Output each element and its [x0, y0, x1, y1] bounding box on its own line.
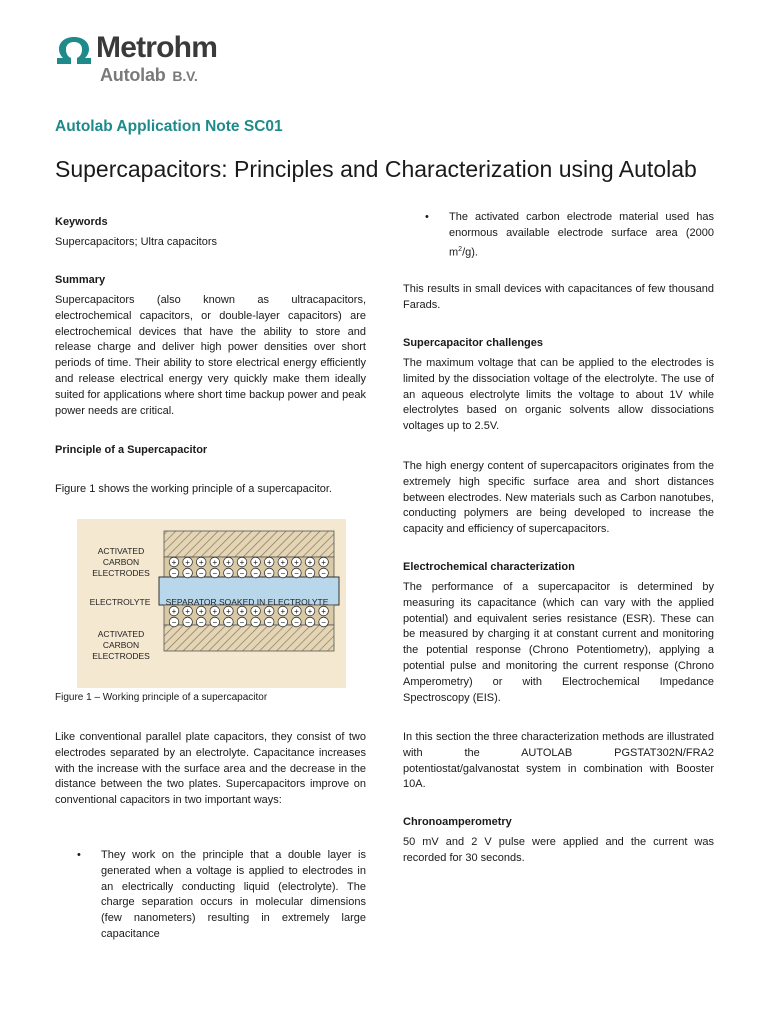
bottom-plus-charge-symbol: + — [212, 607, 218, 616]
bullet-dot: • — [425, 211, 429, 223]
top-minus-charge-symbol: − — [307, 569, 313, 578]
top-plus-charge-symbol: + — [226, 558, 231, 567]
bottom-minus-charge-symbol: − — [253, 618, 258, 627]
top-electrode-hatch — [164, 531, 334, 557]
label-top-electrodes: ELECTRODES — [92, 568, 150, 578]
label-top-carbon: CARBON — [102, 557, 140, 567]
label-bottom-activated: ACTIVATED — [97, 629, 145, 639]
top-minus-charge-symbol: − — [212, 569, 218, 578]
bottom-plus-charge-symbol: + — [266, 607, 272, 616]
separator-label: SEPARATOR SOAKED IN ELECTROLYTE — [165, 597, 329, 607]
top-plus-charge-symbol: + — [212, 558, 218, 567]
top-minus-charge-symbol: − — [185, 569, 190, 578]
bottom-minus-charge-symbol: − — [266, 618, 272, 627]
top-minus-charge-symbol: − — [280, 569, 286, 578]
bottom-plus-charge-symbol: + — [294, 607, 299, 616]
figure-caption: Figure 1 – Working principle of a supercapacitor — [55, 692, 268, 703]
bottom-plus-charge-symbol: + — [321, 607, 326, 616]
top-minus-charge-symbol: − — [171, 569, 177, 578]
keywords-heading: Keywords — [55, 216, 108, 228]
top-plus-charge-symbol: + — [280, 558, 286, 567]
top-plus-charge-symbol: + — [294, 558, 299, 567]
challenges-heading: Supercapacitor challenges — [403, 337, 543, 349]
bottom-plus-charge-symbol: + — [239, 607, 245, 616]
document-title: Supercapacitors: Principles and Characterization using Autolab — [55, 156, 697, 182]
bottom-minus-charge-symbol: − — [171, 618, 177, 627]
bottom-plus-charge-symbol: + — [307, 607, 313, 616]
top-plus-charge-symbol: + — [321, 558, 326, 567]
bottom-plus-charge-symbol: + — [171, 607, 177, 616]
top-minus-charge-symbol: − — [198, 569, 204, 578]
top-plus-charge-symbol: + — [171, 558, 177, 567]
summary-heading: Summary — [55, 274, 106, 286]
bottom-minus-charge-symbol: − — [185, 618, 190, 627]
bottom-plus-charge-symbol: + — [253, 607, 258, 616]
bullet-surface-area — [425, 210, 714, 261]
bottom-plus-charge-symbol: + — [280, 607, 286, 616]
top-minus-charge-symbol: − — [239, 569, 245, 578]
top-minus-charge-symbol: − — [266, 569, 272, 578]
figure-supercapacitor-diagram — [77, 519, 346, 688]
chrono-heading: Chronoamperometry — [403, 816, 512, 828]
principle-text: Figure 1 shows the working principle of a supercapacitor. — [55, 483, 332, 495]
bottom-minus-charge-symbol: − — [226, 618, 231, 627]
top-plus-charge-symbol: + — [185, 558, 190, 567]
summary-text: Supercapacitors (also known as ultracapacitors, electrochemical capacitors, or double-layer capacitors) are electrochemical devices that have the ability to store and release charge and deliver high power densities over short periods of time. Their ability to store electrical energy efficiently and release electrical energy very quickly make them ideally suited for applications where short time backup power and peak power needs are critical. — [55, 294, 366, 417]
section-text: In this section the three characterization methods are illustrated with the AUTOLAB PGSTAT302N/FRA2 potentiostat/galvanostat system in combination with Booster 10A. — [403, 731, 714, 791]
logo-autolab: Autolab — [100, 65, 166, 85]
chrono-text: 50 mV and 2 V pulse were applied and the current was recorded for 30 seconds. — [403, 836, 714, 864]
bullet-dot: • — [77, 849, 81, 861]
logo-bv: B.V. — [172, 68, 198, 84]
supercapacitor-diagram — [77, 519, 346, 688]
logo-name: Metrohm — [96, 31, 218, 64]
electrochemical-heading: Electrochemical characterization — [403, 561, 575, 573]
challenges-text: The maximum voltage that can be applied to the electrodes is limited by the dissociation voltage of the electrolyte. The use of an aqueous electrolyte limits the voltage to about 1V while electrolytes based on organic solvents allow dissociations voltages up to 2.5V. — [403, 357, 714, 433]
metrohm-autolab-logo — [55, 31, 235, 88]
bullet-surface-area-sup: 2 — [458, 245, 463, 253]
bottom-minus-charge-symbol: − — [307, 618, 313, 627]
top-plus-charge-symbol: + — [239, 558, 245, 567]
bullet-double-layer-text: They work on the principle that a double layer is generated when a voltage is applied to electrodes in an electrically conducting liquid (electrolyte). The charge separation occurs in molecular dimensions (few nanometers) resulting in extremely large capacitance — [101, 849, 366, 940]
bottom-minus-charge-symbol: − — [280, 618, 286, 627]
bottom-minus-charge-symbol: − — [321, 618, 326, 627]
label-bottom-carbon: CARBON — [102, 640, 140, 650]
logo-subtitle — [100, 65, 198, 86]
bullet-double-layer — [77, 848, 366, 943]
bottom-minus-charge-symbol: − — [294, 618, 299, 627]
bottom-plus-charge-symbol: + — [198, 607, 204, 616]
label-top-activated: ACTIVATED — [97, 546, 145, 556]
bottom-minus-charge-symbol: − — [198, 618, 204, 627]
top-plus-charge-symbol: + — [307, 558, 313, 567]
metrohm-omega-icon — [55, 36, 93, 66]
top-minus-charge-symbol: − — [294, 569, 299, 578]
result-text: This results in small devices with capacitances of few thousand Farads. — [403, 283, 714, 311]
bottom-minus-charge-symbol: − — [212, 618, 218, 627]
top-plus-charge-symbol: + — [198, 558, 204, 567]
principle-heading: Principle of a Supercapacitor — [55, 444, 208, 456]
bullet-surface-area-text: The activated carbon electrode material used has enormous available electrode surface area (2000 m — [449, 211, 714, 259]
bullet-surface-area-tail: /g). — [462, 246, 478, 259]
bottom-electrode-hatch — [164, 625, 334, 651]
top-minus-charge-symbol: − — [321, 569, 326, 578]
bottom-plus-charge-symbol: + — [226, 607, 231, 616]
top-plus-charge-symbol: + — [266, 558, 272, 567]
top-minus-charge-symbol: − — [226, 569, 231, 578]
label-bottom-electrodes: ELECTRODES — [92, 651, 150, 661]
electrochemical-text: The performance of a supercapacitor is determined by measuring its capacitance (which can vary with the applied potential) and equivalent series resistance (ESR). These can be measured by charging it at constant current and monitoring the potential response (Chrono Potentiometry), applying a potential pulse and monitoring the current response (Chrono Amperometry) or with Electrochemical Impedance Spectroscopy (EIS). — [403, 581, 714, 704]
energy-text: The high energy content of supercapacitors originates from the extremely high specific surface area and short distances between electrodes. New materials such as Carbon nanotubes, conducting polymers are being developed to increase the capacity and efficiency of supercapacitors. — [403, 460, 714, 536]
keywords-text: Supercapacitors; Ultra capacitors — [55, 236, 218, 248]
top-minus-charge-symbol: − — [253, 569, 258, 578]
label-electrolyte: ELECTROLYTE — [89, 597, 151, 607]
bottom-plus-charge-symbol: + — [185, 607, 190, 616]
conventional-text: Like conventional parallel plate capacitors, they consist of two electrodes separated by an electrolyte. Capacitance increases with the increase with the surface area and the decrease in the distance between the two plates. Supercapacitors improve on conventional capacitors in two important ways: — [55, 731, 366, 807]
top-plus-charge-symbol: + — [253, 558, 258, 567]
bottom-minus-charge-symbol: − — [239, 618, 245, 627]
application-note-label: Autolab Application Note SC01 — [55, 118, 283, 135]
